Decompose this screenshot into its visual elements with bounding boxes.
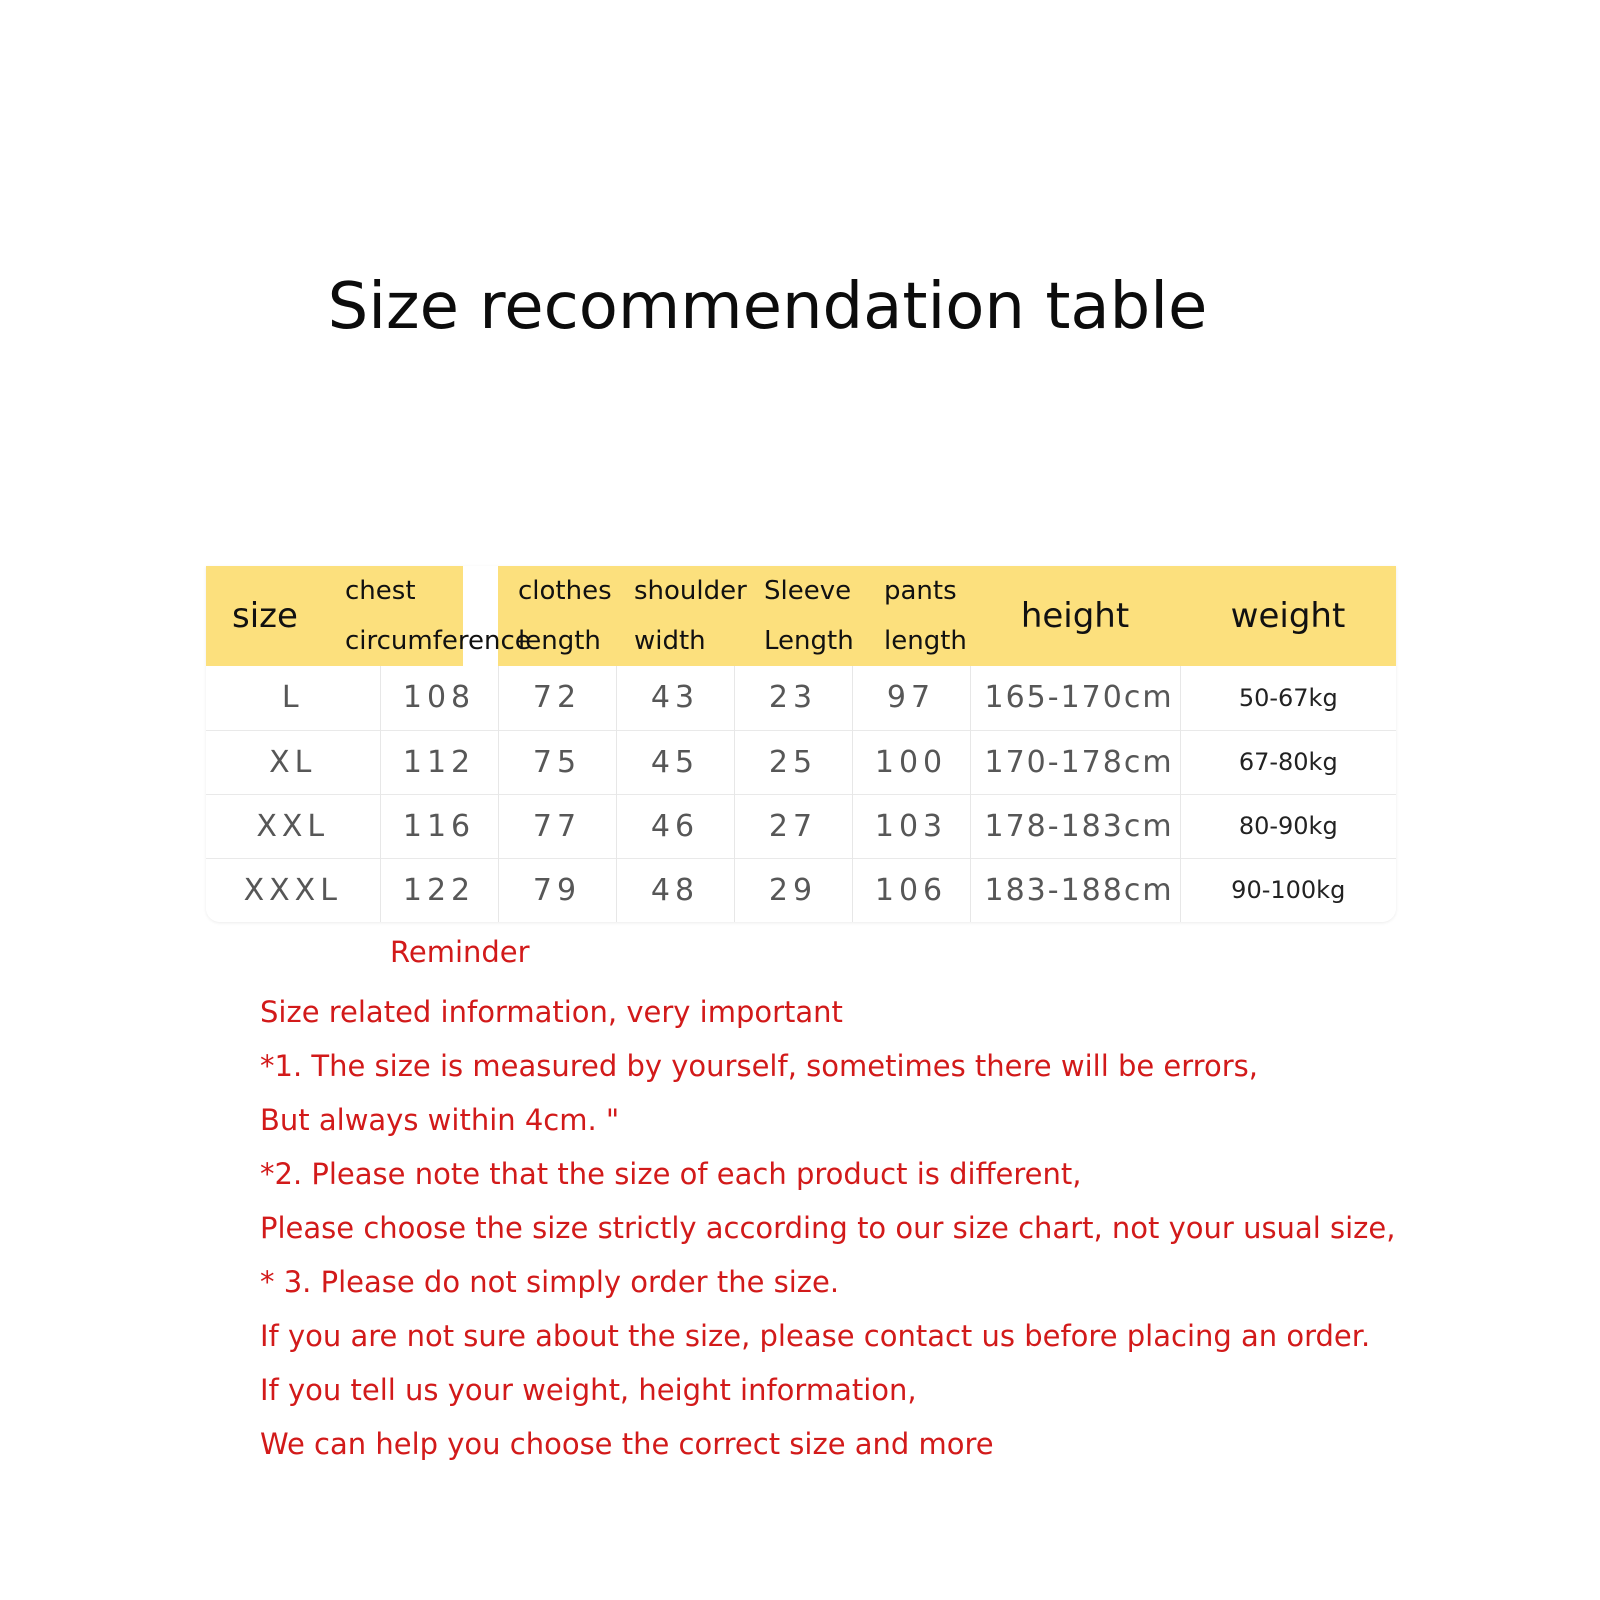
cell-clothes-length: 77 xyxy=(498,794,616,858)
reminder-notes xyxy=(260,985,1395,1471)
cell-clothes-length: 79 xyxy=(498,858,616,922)
cell-size: XXXL xyxy=(206,858,380,922)
reminder-title: Reminder xyxy=(390,935,530,969)
page-title: Size recommendation table xyxy=(327,270,1208,344)
cell-shoulder-width: 46 xyxy=(616,794,734,858)
header-chest-line1: chest xyxy=(345,576,416,606)
reminder-line: We can help you choose the correct size and more xyxy=(260,1427,994,1461)
cell-weight: 50-67kg xyxy=(1180,666,1396,730)
cell-chest: 116 xyxy=(380,794,498,858)
header-clothes-line2: length xyxy=(518,626,601,656)
cell-pants-length: 103 xyxy=(852,794,970,858)
reminder-line: *1. The size is measured by yourself, sometimes there will be errors, xyxy=(260,1049,1258,1083)
cell-chest: 108 xyxy=(380,666,498,730)
cell-sleeve-length: 27 xyxy=(734,794,852,858)
table-row xyxy=(206,858,1396,922)
header-pants-line2: length xyxy=(884,626,967,656)
cell-height: 183-188cm xyxy=(970,858,1180,922)
reminder-line: But always within 4cm. " xyxy=(260,1103,620,1137)
header-sleeve-line1: Sleeve xyxy=(764,576,852,606)
table-row xyxy=(206,730,1396,794)
reminder-line: If you tell us your weight, height information, xyxy=(260,1373,917,1407)
header-weight xyxy=(1180,566,1396,666)
header-size-label: size xyxy=(232,596,298,636)
table-row xyxy=(206,794,1396,858)
reminder-line: Size related information, very important xyxy=(260,995,843,1029)
reminder-line: *2. Please note that the size of each product is different, xyxy=(260,1157,1082,1191)
reminder-line: Please choose the size strictly according to our size chart, not your usual size, xyxy=(260,1211,1396,1245)
cell-chest: 122 xyxy=(380,858,498,922)
table-row xyxy=(206,666,1396,730)
header-clothes-line1: clothes xyxy=(518,576,612,606)
cell-pants-length: 100 xyxy=(852,730,970,794)
cell-height: 178-183cm xyxy=(970,794,1180,858)
cell-shoulder-width: 45 xyxy=(616,730,734,794)
cell-sleeve-length: 25 xyxy=(734,730,852,794)
cell-size: XL xyxy=(206,730,380,794)
header-height-label: height xyxy=(1020,596,1130,636)
cell-height: 165-170cm xyxy=(970,666,1180,730)
size-table xyxy=(206,566,1396,922)
table-header-row xyxy=(206,566,1396,666)
cell-clothes-length: 72 xyxy=(498,666,616,730)
cell-pants-length: 97 xyxy=(852,666,970,730)
header-pants-length xyxy=(852,566,970,666)
header-sleeve-line2: Length xyxy=(764,626,854,656)
cell-shoulder-width: 43 xyxy=(616,666,734,730)
cell-size: L xyxy=(206,666,380,730)
cell-pants-length: 106 xyxy=(852,858,970,922)
cell-size: XXL xyxy=(206,794,380,858)
cell-shoulder-width: 48 xyxy=(616,858,734,922)
reminder-line: If you are not sure about the size, please contact us before placing an order. xyxy=(260,1319,1371,1353)
reminder-line: * 3. Please do not simply order the size. xyxy=(260,1265,840,1299)
cell-chest: 112 xyxy=(380,730,498,794)
header-sleeve-length xyxy=(734,566,852,666)
header-pants-line1: pants xyxy=(884,576,957,606)
header-chest-line2: circumference xyxy=(345,626,531,656)
cell-sleeve-length: 29 xyxy=(734,858,852,922)
header-weight-label: weight xyxy=(1230,596,1346,636)
header-shoulder-line2: width xyxy=(634,626,706,656)
cell-clothes-length: 75 xyxy=(498,730,616,794)
header-height xyxy=(970,566,1180,666)
header-shoulder-line1: shoulder xyxy=(634,576,747,606)
cell-weight: 67-80kg xyxy=(1180,730,1396,794)
cell-weight: 90-100kg xyxy=(1180,858,1396,922)
header-chest xyxy=(345,566,531,666)
cell-weight: 80-90kg xyxy=(1180,794,1396,858)
cell-sleeve-length: 23 xyxy=(734,666,852,730)
header-shoulder-width xyxy=(616,566,747,666)
cell-height: 170-178cm xyxy=(970,730,1180,794)
